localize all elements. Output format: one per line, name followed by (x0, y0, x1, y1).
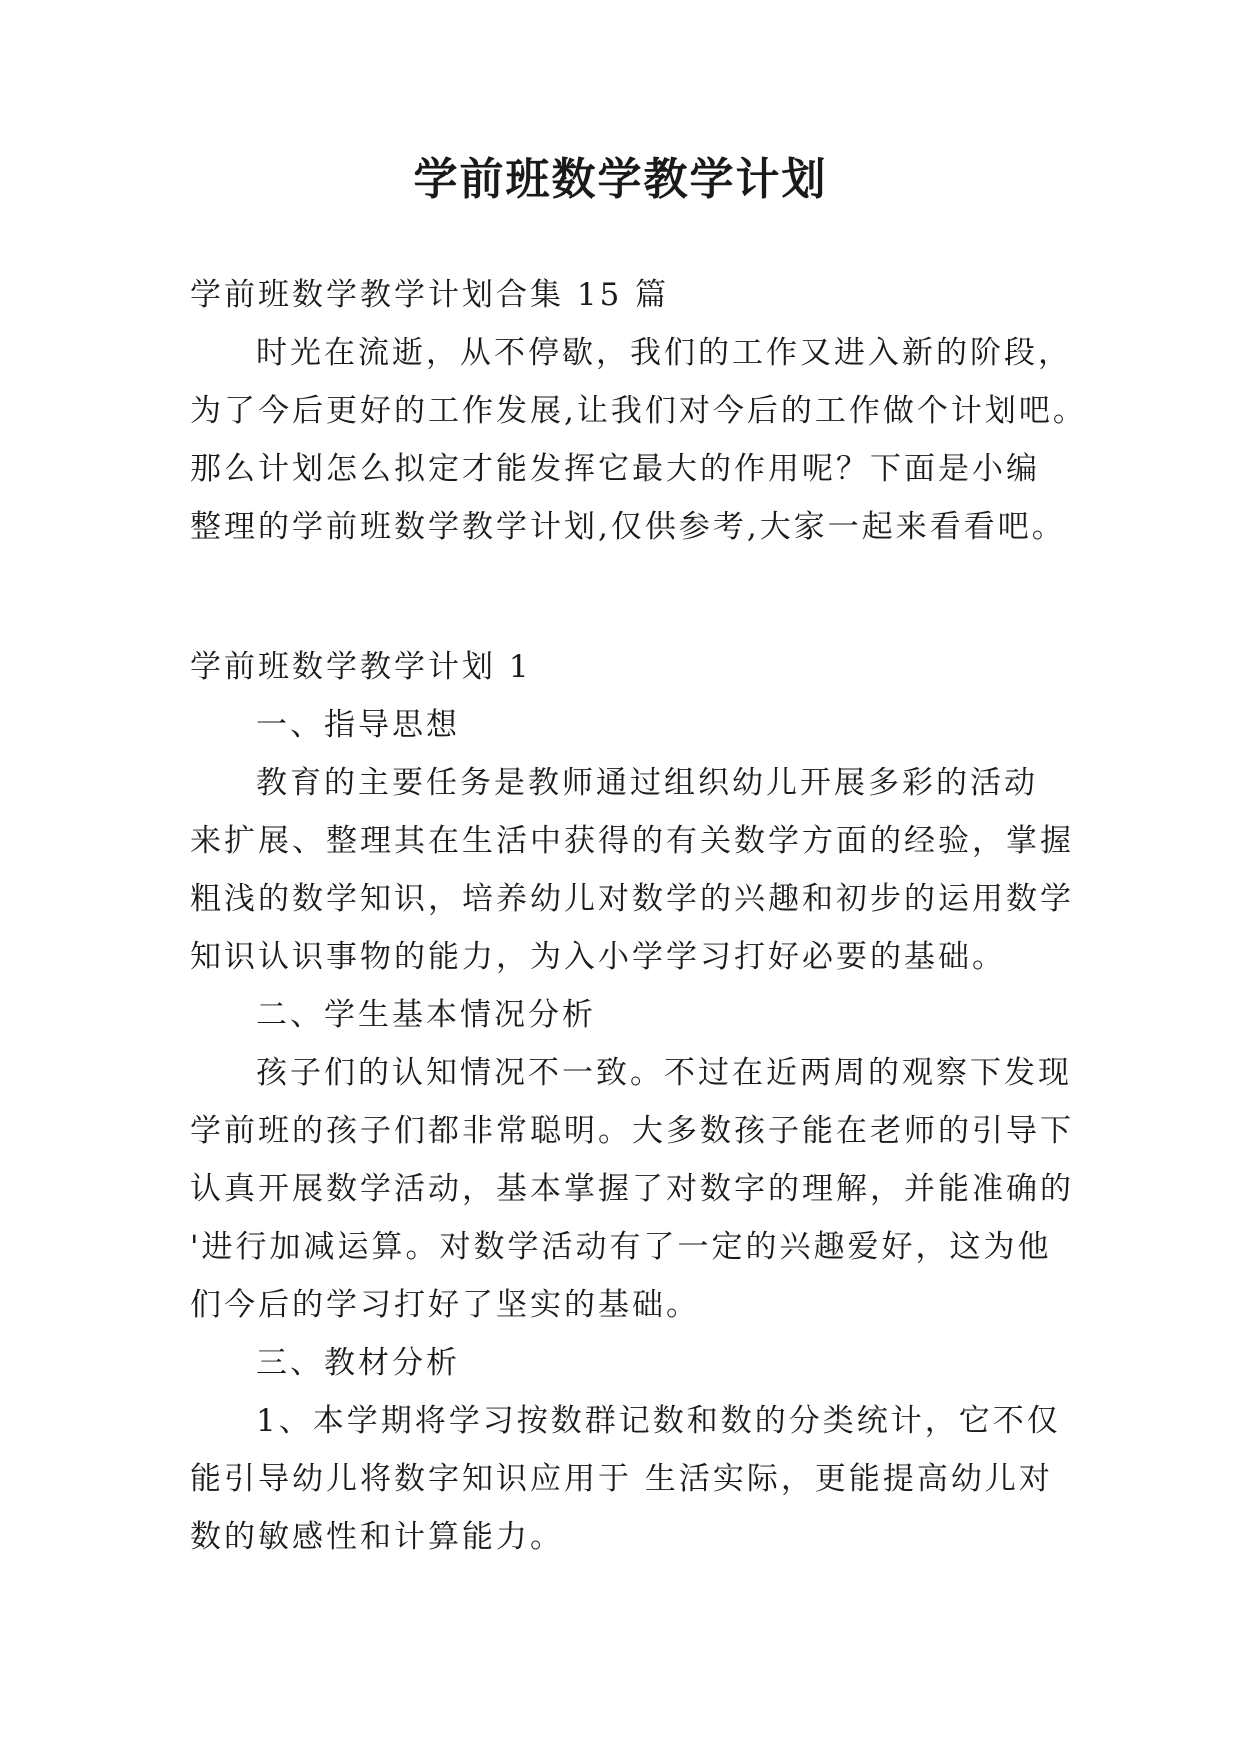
body-line: 来扩展、整理其在生活中获得的有关数学方面的经验，掌握 (190, 823, 1074, 859)
body-line: 知识认识事物的能力，为入小学学习打好必要的基础。 (190, 939, 1006, 975)
body-line: 教育的主要任务是教师通过组织幼儿开展多彩的活动 (256, 765, 1038, 801)
intro-line: 整理的学前班数学教学计划,仅供参考,大家一起来看看吧。 (190, 509, 1066, 545)
body-line: 粗浅的数学知识，培养幼儿对数学的兴趣和初步的运用数学 (190, 881, 1074, 917)
body-line: 们今后的学习打好了坚实的基础。 (190, 1287, 700, 1323)
body-line: 学前班的孩子们都非常聪明。大多数孩子能在老师的引导下 (190, 1113, 1074, 1149)
body-line: 1、本学期将学习按数群记数和数的分类统计，它不仅 (256, 1403, 1061, 1439)
intro-line: 时光在流逝，从不停歇，我们的工作又进入新的阶段， (256, 335, 1072, 371)
plan-heading: 学前班数学教学计划 1 (190, 649, 532, 685)
body-line: '进行加减运算。对数学活动有了一定的兴趣爱好，这为他 (190, 1229, 1052, 1265)
body-line: 认真开展数学活动，基本掌握了对数字的理解，并能准确的 (190, 1171, 1074, 1207)
body-line: 数的敏感性和计算能力。 (190, 1519, 564, 1555)
section-heading: 一、指导思想 (256, 707, 460, 743)
body-line: 孩子们的认知情况不一致。不过在近两周的观察下发现 (256, 1055, 1072, 1091)
section-heading: 三、教材分析 (256, 1345, 460, 1381)
intro-line: 那么计划怎么拟定才能发挥它最大的作用呢？下面是小编 (190, 451, 1040, 487)
collection-heading: 学前班数学教学计划合集 15 篇 (190, 277, 670, 313)
body-line: 能引导幼儿将数字知识应用于 生活实际，更能提高幼儿对 (190, 1461, 1053, 1497)
document-title: 学前班数学教学计划 (413, 154, 828, 205)
section-heading: 二、学生基本情况分析 (256, 997, 596, 1033)
intro-line: 为了今后更好的工作发展,让我们对今后的工作做个计划吧。 (190, 393, 1087, 429)
